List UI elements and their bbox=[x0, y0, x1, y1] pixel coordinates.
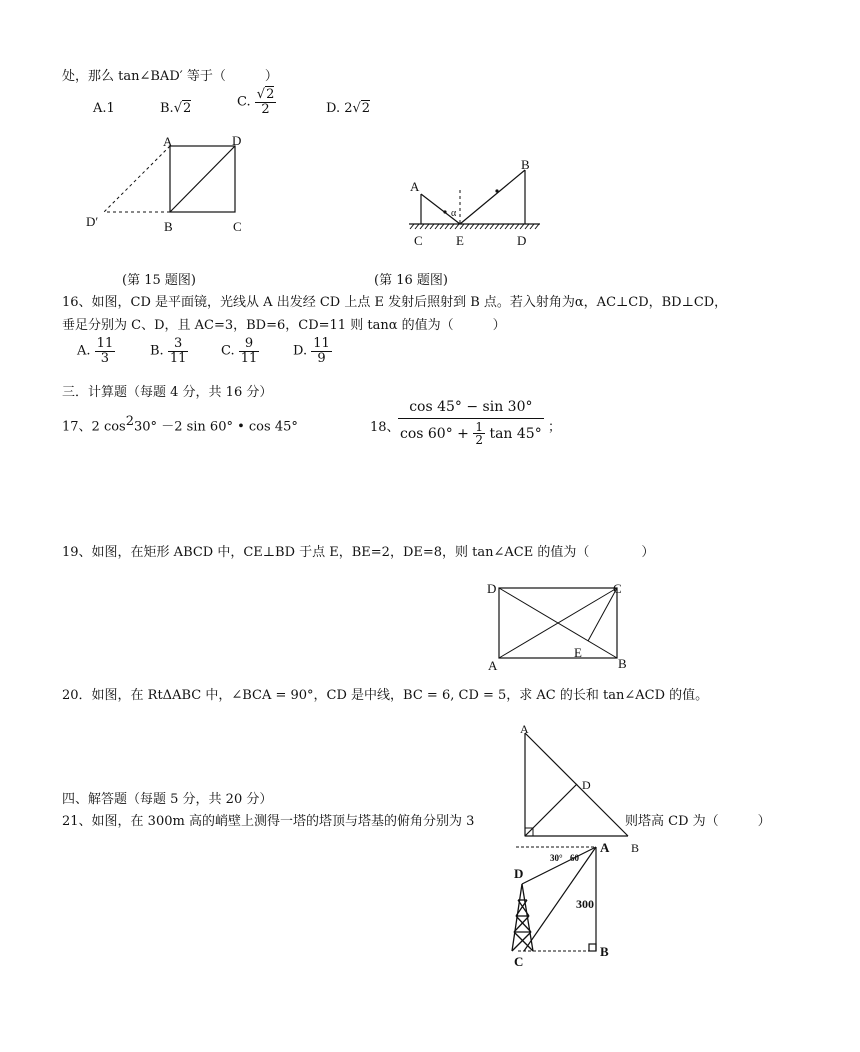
q16-stem-line-1: 16、如图，CD 是平面镜，光线从 A 出发经 CD 上点 E 发射后照射到 B 点。若入射角为α，AC⊥CD，BD⊥CD， bbox=[62, 295, 728, 310]
q15-option-d-prefix: D. 2 bbox=[326, 101, 353, 116]
q19-label-b: B bbox=[618, 656, 627, 671]
q15-option-c-prefix: C. bbox=[237, 94, 251, 110]
q21-right-angle-mark bbox=[589, 944, 596, 951]
q15-label-c: C bbox=[233, 219, 242, 234]
q16-option-a-denominator: 3 bbox=[100, 350, 110, 366]
q21-label-angle-60: 60 bbox=[570, 853, 579, 863]
q15-stem: 处，那么 tan∠BAD′ 等于（ ） bbox=[62, 69, 278, 84]
q15-label-dprime: D′ bbox=[86, 214, 99, 229]
q16-option-c-denominator: 11 bbox=[240, 350, 258, 366]
q21-label-b: B bbox=[600, 944, 609, 959]
q21-stem-right: 则塔高 CD 为（ ） bbox=[625, 814, 771, 829]
q16-stem-line-2: 垂足分别为 C、D，且 AC=3，BD=6，CD=11 则 tanα 的值为（ ） bbox=[62, 318, 506, 333]
q16-label-b: B bbox=[521, 157, 530, 172]
sqrt-icon: √ bbox=[352, 101, 361, 116]
sqrt-icon: √ bbox=[256, 87, 266, 102]
q16-option-a-prefix: A. bbox=[77, 343, 91, 359]
q16-label-c: C bbox=[414, 233, 423, 248]
q21-label-angle-30: 30° bbox=[550, 853, 563, 863]
q16-label-a: A bbox=[410, 179, 420, 194]
q20-label-a: A bbox=[520, 722, 529, 736]
q16-option-d-numerator: 11 bbox=[313, 336, 330, 351]
q15-option-c-denominator: 2 bbox=[261, 101, 270, 117]
q18-numerator: cos 45° − sin 30° bbox=[398, 400, 544, 419]
q16-option-d-prefix: D. bbox=[293, 343, 308, 359]
q21-label-height: 300 bbox=[576, 897, 594, 911]
q19-stem: 19、如图，在矩形 ABCD 中，CE⊥BD 于点 E，BE=2，DE=8，则 tan∠ACE 的值为（ ） bbox=[62, 545, 655, 560]
q20-label-b: B bbox=[631, 841, 640, 855]
q21-label-a: A bbox=[600, 840, 610, 855]
q20-label-d: D bbox=[582, 778, 591, 792]
q15-option-c-numerator: 2 bbox=[266, 87, 275, 102]
q17-exponent: 2 bbox=[125, 414, 135, 429]
q21-label-d: D bbox=[514, 866, 524, 881]
q15-label-a: A bbox=[163, 134, 173, 149]
q19-label-c: C bbox=[613, 581, 622, 596]
q21-label-c: C bbox=[514, 954, 524, 969]
q15-option-b-prefix: B. bbox=[160, 101, 174, 116]
section-4-heading: 四、解答题（每题 5 分，共 20 分） bbox=[62, 792, 273, 807]
q18-den-a: cos 60° + bbox=[400, 425, 469, 442]
q15-option-d-radicand: 2 bbox=[361, 101, 371, 116]
section-3-heading: 三．计算题（每题 4 分，共 16 分） bbox=[62, 385, 273, 400]
q16-option-b-prefix: B. bbox=[150, 343, 164, 359]
q18-prefix: 18、 bbox=[370, 420, 400, 435]
q17-prefix: 17、2 cos bbox=[62, 419, 126, 435]
q16-option-c-prefix: C. bbox=[221, 343, 235, 359]
q16-option-c-numerator: 9 bbox=[239, 337, 260, 352]
q16-label-e: E bbox=[456, 233, 464, 248]
q17-rest: 30° －2 sin 60° • cos 45° bbox=[134, 419, 298, 435]
q15-option-a: A.1 bbox=[93, 101, 115, 116]
q19-label-a: A bbox=[488, 658, 498, 673]
q15-option-b-radicand: 2 bbox=[182, 101, 192, 116]
q19-label-e: E bbox=[574, 645, 582, 660]
sqrt-icon: √ bbox=[173, 101, 182, 116]
q16-option-b-numerator: 3 bbox=[168, 337, 189, 352]
q18-suffix: ； bbox=[548, 420, 562, 435]
q16-option-d-denominator: 9 bbox=[317, 350, 326, 366]
q16-label-d: D bbox=[517, 233, 527, 248]
q18-den-frac-den: 2 bbox=[475, 433, 483, 448]
q18-den-b: tan 45° bbox=[489, 425, 542, 442]
q21-tower-icon bbox=[512, 884, 533, 951]
q16-option-b-denominator: 11 bbox=[169, 350, 187, 366]
q16-option-a-numerator: 11 bbox=[96, 336, 114, 351]
q19-label-d: D bbox=[487, 581, 497, 596]
q20-stem: 20．如图，在 RtΔABC 中，∠BCA = 90°，CD 是中线，BC = 6, CD = 5，求 AC 的长和 tan∠ACD 的值。 bbox=[62, 688, 709, 703]
q18-den-frac-num: 1 bbox=[475, 419, 483, 434]
q15-label-d: D bbox=[232, 133, 242, 148]
q21-stem-left: 21、如图，在 300m 高的峭壁上测得一塔的塔顶与塔基的俯角分别为 3 bbox=[62, 814, 475, 829]
q16-label-alpha: α bbox=[451, 208, 457, 219]
q15-caption: (第 15 题图) bbox=[122, 273, 196, 288]
q16-caption: (第 16 题图) bbox=[374, 273, 448, 288]
q15-label-b: B bbox=[164, 219, 173, 234]
